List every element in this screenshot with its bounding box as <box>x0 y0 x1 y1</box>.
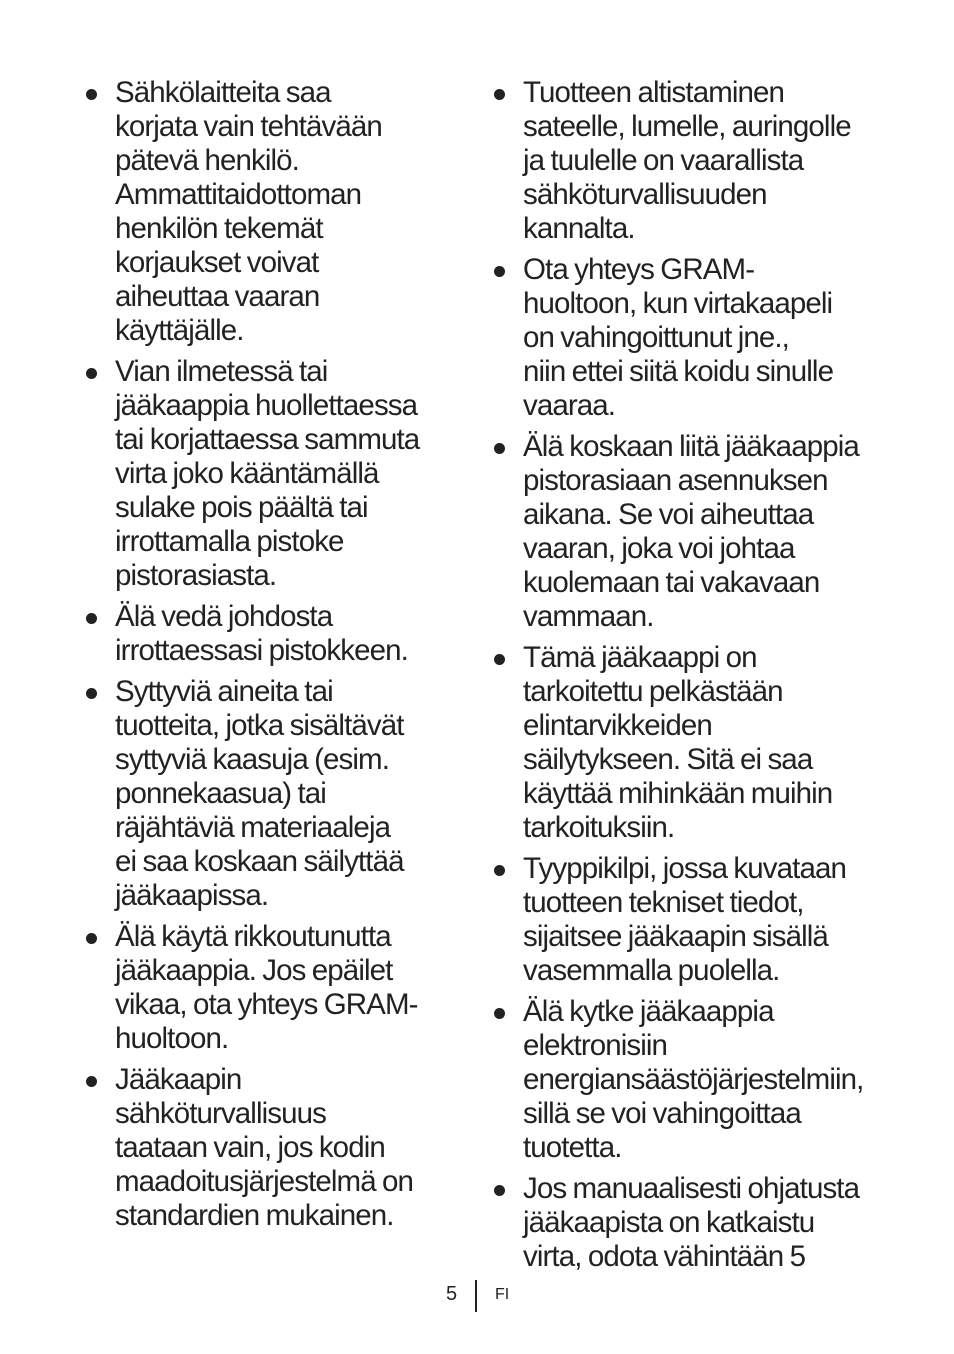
bullet-text-line: on vahingoittunut jne., <box>523 321 789 354</box>
bullet-dot <box>86 688 97 699</box>
bullet-text-line: tuotteita, jotka sisältävät <box>115 709 404 742</box>
bullet-text-line: säilytykseen. Sitä ei saa <box>523 743 813 776</box>
bullet-text-line: käyttäjälle. <box>115 314 244 347</box>
bullet-text-line: vasemmalla puolella. <box>523 954 780 987</box>
page-number: 5 <box>446 1283 458 1305</box>
bullet-dot <box>494 89 505 100</box>
bullet-text-line: henkilön tekemät <box>115 212 323 245</box>
bullet-text-line: Älä kytke jääkaappia <box>523 995 774 1028</box>
bullet-text-line: ja tuulelle on vaarallista <box>523 144 804 177</box>
bullet-text-line: tuotteen tekniset tiedot, <box>523 886 804 919</box>
bullet-text-line: pistorasiaan asennuksen <box>523 464 828 497</box>
bullet-item <box>490 430 908 634</box>
bullet-dot <box>494 654 505 665</box>
bullet-text-line: virta joko kääntämällä <box>115 457 379 490</box>
bullet-text-line: räjähtäviä materiaaleja <box>115 811 391 844</box>
bullet-text-line: Ammattitaidottoman <box>115 178 362 211</box>
bullet-text-line: tarkoituksiin. <box>523 811 675 844</box>
bullet-text-line: Ota yhteys GRAM- <box>523 253 755 286</box>
bullet-text-line: virta, odota vähintään 5 <box>523 1240 806 1273</box>
bullet-text-line: käyttää mihinkään muihin <box>523 777 833 810</box>
bullet-text-line: Tyyppikilpi, jossa kuvataan <box>523 852 846 885</box>
bullet-text-line: vikaa, ota yhteys GRAM- <box>115 988 418 1021</box>
bullet-text-line: taataan vain, jos kodin <box>115 1131 385 1164</box>
bullet-item <box>82 355 462 593</box>
bullet-text-line: tai korjattaessa sammuta <box>115 423 420 456</box>
bullet-text-line: energiansäästöjärjestelmiin, <box>523 1063 864 1096</box>
bullet-text-line: elektronisiin <box>523 1029 668 1062</box>
bullet-text-line: irrottaessasi pistokkeen. <box>115 634 408 667</box>
bullet-item <box>490 995 908 1165</box>
bullet-text-line: kuolemaan tai vakavaan <box>523 566 820 599</box>
bullet-text-line: ei saa koskaan säilyttää <box>115 845 404 878</box>
bullet-item <box>490 852 908 988</box>
left-column <box>82 76 462 1240</box>
bullet-text-line: irrottamalla pistoke <box>115 525 344 558</box>
bullet-text-line: tarkoitettu pelkästään <box>523 675 783 708</box>
bullet-text-line: Jos manuaalisesti ohjatusta <box>523 1172 860 1205</box>
bullet-text-line: kannalta. <box>523 212 635 245</box>
bullet-text-line: syttyviä kaasuja (esim. <box>115 743 390 776</box>
bullet-text-line: pistorasiasta. <box>115 559 277 592</box>
bullet-item <box>490 1172 908 1274</box>
page-footer <box>0 1280 954 1320</box>
bullet-text-line: standardien mukainen. <box>115 1199 394 1232</box>
bullet-dot <box>494 865 505 876</box>
bullet-text-line: jääkaapista on katkaistu <box>523 1206 815 1239</box>
bullet-dot <box>494 1185 505 1196</box>
language-code: FI <box>495 1286 510 1303</box>
bullet-text-line: korjaukset voivat <box>115 246 319 279</box>
bullet-text-line: pätevä henkilö. <box>115 144 299 177</box>
bullet-text-line: niin ettei siitä koidu sinulle <box>523 355 834 388</box>
bullet-text-line: Tämä jääkaappi on <box>523 641 757 674</box>
bullet-text-line: jääkaapissa. <box>115 879 269 912</box>
bullet-text-line: jääkaappia. Jos epäilet <box>115 954 393 987</box>
bullet-dot <box>86 933 97 944</box>
bullet-dot <box>494 266 505 277</box>
bullet-text-line: Älä koskaan liitä jääkaappia <box>523 430 859 463</box>
bullet-text-line: Älä vedä johdosta <box>115 600 333 633</box>
bullet-text-line: sähköturvallisuuden <box>523 178 767 211</box>
bullet-text-line: vaaran, joka voi johtaa <box>523 532 795 565</box>
bullet-dot <box>86 89 97 100</box>
bullet-dot <box>494 443 505 454</box>
bullet-text-line: maadoitusjärjestelmä on <box>115 1165 414 1198</box>
bullet-text-line: jääkaappia huollettaessa <box>115 389 418 422</box>
bullet-text-line: Älä käytä rikkoutunutta <box>115 920 391 953</box>
bullet-item <box>82 1063 462 1233</box>
bullet-dot <box>86 613 97 624</box>
bullet-text-line: sateelle, lumelle, auringolle <box>523 110 851 143</box>
bullet-text-line: Syttyviä aineita tai <box>115 675 333 708</box>
bullet-text-line: sillä se voi vahingoittaa <box>523 1097 801 1130</box>
bullet-text-line: aikana. Se voi aiheuttaa <box>523 498 814 531</box>
bullet-text-line: tuotetta. <box>523 1131 622 1164</box>
bullet-dot <box>86 1076 97 1087</box>
bullet-dot <box>86 368 97 379</box>
bullet-text-line: ponnekaasua) tai <box>115 777 326 810</box>
bullet-text-line: elintarvikkeiden <box>523 709 712 742</box>
bullet-text-line: huoltoon. <box>115 1022 229 1055</box>
bullet-item <box>490 641 908 845</box>
footer-divider <box>475 1280 477 1312</box>
bullet-dot <box>494 1008 505 1019</box>
bullet-text-line: huoltoon, kun virtakaapeli <box>523 287 833 320</box>
bullet-item <box>490 76 908 246</box>
bullet-text-line: sijaitsee jääkaapin sisällä <box>523 920 828 953</box>
bullet-text-line: sähköturvallisuus <box>115 1097 326 1130</box>
bullet-text-line: Vian ilmetessä tai <box>115 355 328 388</box>
bullet-item <box>490 253 908 423</box>
bullet-item <box>82 675 462 913</box>
bullet-item <box>82 600 462 668</box>
bullet-text-line: korjata vain tehtävään <box>115 110 382 143</box>
bullet-text-line: sulake pois päältä tai <box>115 491 368 524</box>
bullet-text-line: Sähkölaitteita saa <box>115 76 331 109</box>
right-column <box>490 76 908 1281</box>
bullet-text-line: Tuotteen altistaminen <box>523 76 785 109</box>
bullet-text-line: vaaraa. <box>523 389 616 422</box>
bullet-item <box>82 76 462 348</box>
bullet-item <box>82 920 462 1056</box>
bullet-text-line: vammaan. <box>523 600 654 633</box>
bullet-text-line: aiheuttaa vaaran <box>115 280 320 313</box>
bullet-text-line: Jääkaapin <box>115 1063 242 1096</box>
